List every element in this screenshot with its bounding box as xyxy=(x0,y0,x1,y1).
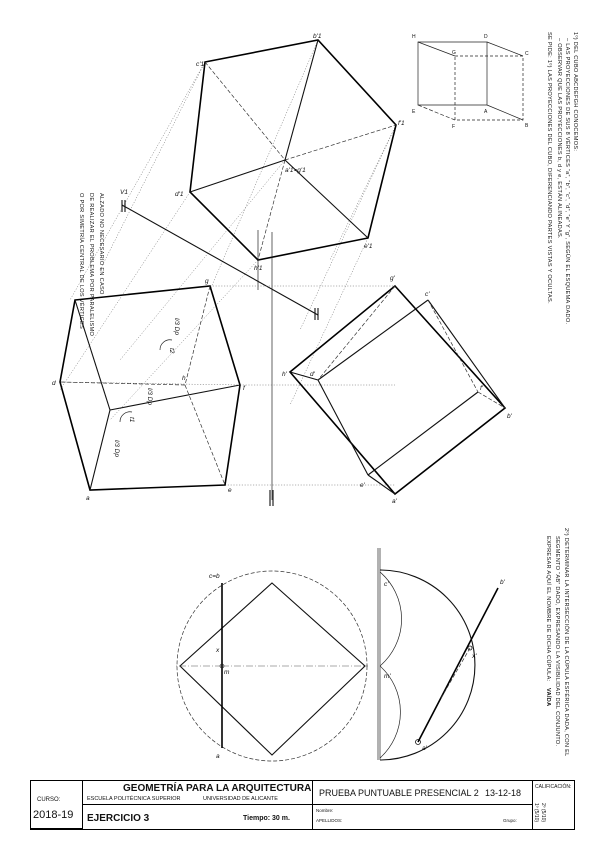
label-g-prime: g' xyxy=(390,275,395,282)
label-e-prime: e' xyxy=(360,482,365,489)
cupola-plan-view xyxy=(176,571,368,761)
exercise2-notes xyxy=(545,528,570,757)
curso-value: 2018-19 xyxy=(33,809,74,821)
exercise1-notes xyxy=(546,32,579,324)
cupula-answer: VAÍDA xyxy=(545,688,551,707)
label-b-prime: b' xyxy=(507,413,512,420)
schema-label-c: C xyxy=(525,51,529,57)
schema-label-d: D xyxy=(484,34,488,40)
university-name: UNIVERSIDAD DE ALICANTE xyxy=(203,796,278,802)
grupo-label: Grupo: xyxy=(503,818,517,823)
alzado-note xyxy=(78,193,104,337)
note-line-2: – LAS PROYECCIONES DE SUS 8 VÉRTICES “a”, “b”, “c”, “d”, “e” Y “g”, SEGÚN EL ESQUEMA DADO. xyxy=(564,38,570,325)
ex2-line-3: EXPRESAR AQUÍ EL NOMBRE DE DICHA CÚPULA: xyxy=(545,536,551,682)
note-line-1: 1º) DEL CUBO ABCDEFGH CONOCEMOS: xyxy=(572,32,578,152)
label-c1: c'1 xyxy=(196,61,205,68)
label-lp-1: l/3 Dp xyxy=(173,318,180,335)
schema-label-h: H xyxy=(412,34,416,40)
label-g: g xyxy=(205,278,209,285)
label-c-b: c=b xyxy=(209,573,220,580)
label-f: f xyxy=(243,385,245,392)
ground-line-main xyxy=(270,232,273,506)
schema-label-f: F xyxy=(452,124,456,130)
school-name: ESCUELA POLITÉCNICA SUPERIOR xyxy=(87,796,181,802)
apellidos-label: APELLIDOS: xyxy=(316,818,343,823)
label-a1-g1: a'1=g'1 xyxy=(285,167,306,174)
label-b-prime-cup: b' xyxy=(500,579,505,586)
curso-cell xyxy=(31,781,83,829)
ex2-line-1: 2º) DETERMINAR LA INTERSECCIÓN DE LA CÚPULA ESFÉRICA DADA, CON EL xyxy=(563,528,569,757)
cube-plan-view xyxy=(52,278,395,502)
course-cell xyxy=(83,781,313,805)
exercise-cell xyxy=(83,805,313,829)
nombre-label: Nombre: xyxy=(316,808,334,813)
schema-label-e: E xyxy=(412,109,416,115)
schema-label-a: A xyxy=(484,109,488,115)
label-f-prime: f' xyxy=(480,385,484,392)
ex2-line-2: SEGMENTO “AB” DADO, EXPRESANDO LA VISIBILIDAD DEL CONJUNTO. xyxy=(554,536,560,747)
label-f1: f'1 xyxy=(398,120,405,127)
test-name: PRUEBA PUNTUABLE PRESENCIAL 2 xyxy=(319,788,479,798)
alzado-line-3: O POR SIMETRÍA CENTRAL DE LOS VÉRTICES xyxy=(78,193,84,330)
score-1: 1º (5/10) xyxy=(533,803,539,823)
title-block xyxy=(30,780,575,830)
label-h-prime: h' xyxy=(282,371,287,378)
label-c-prime: c' xyxy=(425,291,430,298)
schema-label-b: B xyxy=(525,123,529,129)
label-c-prime-cup: c' xyxy=(384,581,389,588)
calificacion-label: CALIFICACIÓN: xyxy=(535,784,572,790)
label-a-prime: a' xyxy=(392,498,397,505)
cube-elevation-view xyxy=(282,275,513,505)
exercise-label: EJERCICIO 3 xyxy=(87,813,150,824)
course-title: GEOMETRÍA PARA LA ARQUITECTURA xyxy=(123,783,312,794)
label-x-prime: x' xyxy=(472,653,477,660)
label-d1: d'1 xyxy=(175,191,184,198)
cupola-elevation-view xyxy=(378,548,506,760)
alzado-line-2: DE REALIZAR EL PROBLEMA POR PARALELISMO xyxy=(88,193,94,337)
score-2: 2º (5/10) xyxy=(540,803,546,823)
label-t2: t2 xyxy=(168,348,175,354)
alzado-line-1: ALZADO NO NECESARIO EN CASO xyxy=(98,193,104,295)
label-b1: b'1 xyxy=(313,33,322,40)
curso-label: CURSO: xyxy=(37,797,61,803)
label-e: e xyxy=(228,487,232,494)
label-v1: V1 xyxy=(120,189,128,196)
label-h: h xyxy=(182,375,186,382)
label-d-prime: d' xyxy=(310,371,315,378)
test-date: 13-12-18 xyxy=(485,788,522,798)
test-cell xyxy=(313,781,533,805)
label-m: m xyxy=(224,669,230,676)
label-h1: h'1 xyxy=(254,265,263,272)
label-t1: t1 xyxy=(128,417,135,423)
time-label: Tiempo: 30 m. xyxy=(243,815,290,822)
label-m-prime: m' xyxy=(384,673,391,680)
label-lp-3: l/3 Dp xyxy=(113,440,120,457)
label-a-prime-cup: a' xyxy=(422,745,427,752)
label-a-plan: a xyxy=(216,753,220,760)
schema-label-g: G xyxy=(452,50,456,56)
student-cell[interactable] xyxy=(313,805,533,829)
label-lp-2: l/3 Dp xyxy=(146,388,153,405)
calificacion-cell xyxy=(533,781,574,829)
note-line-3: – OBSERVAR QUE LAS PROYECCIONES b, d y e, ESTÁN ALINEADAS. xyxy=(556,38,562,239)
label-a: a xyxy=(86,495,90,502)
label-d: d xyxy=(52,380,56,387)
note-line-4: SE PIDE: 1º) LAS PROYECCIONES DEL CUBO, DIFERENCIANDO PARTES VISTAS Y OCULTAS. xyxy=(546,32,552,304)
cube-schema xyxy=(412,34,529,130)
label-x: x xyxy=(216,647,220,654)
label-e1: e'1 xyxy=(364,243,373,250)
